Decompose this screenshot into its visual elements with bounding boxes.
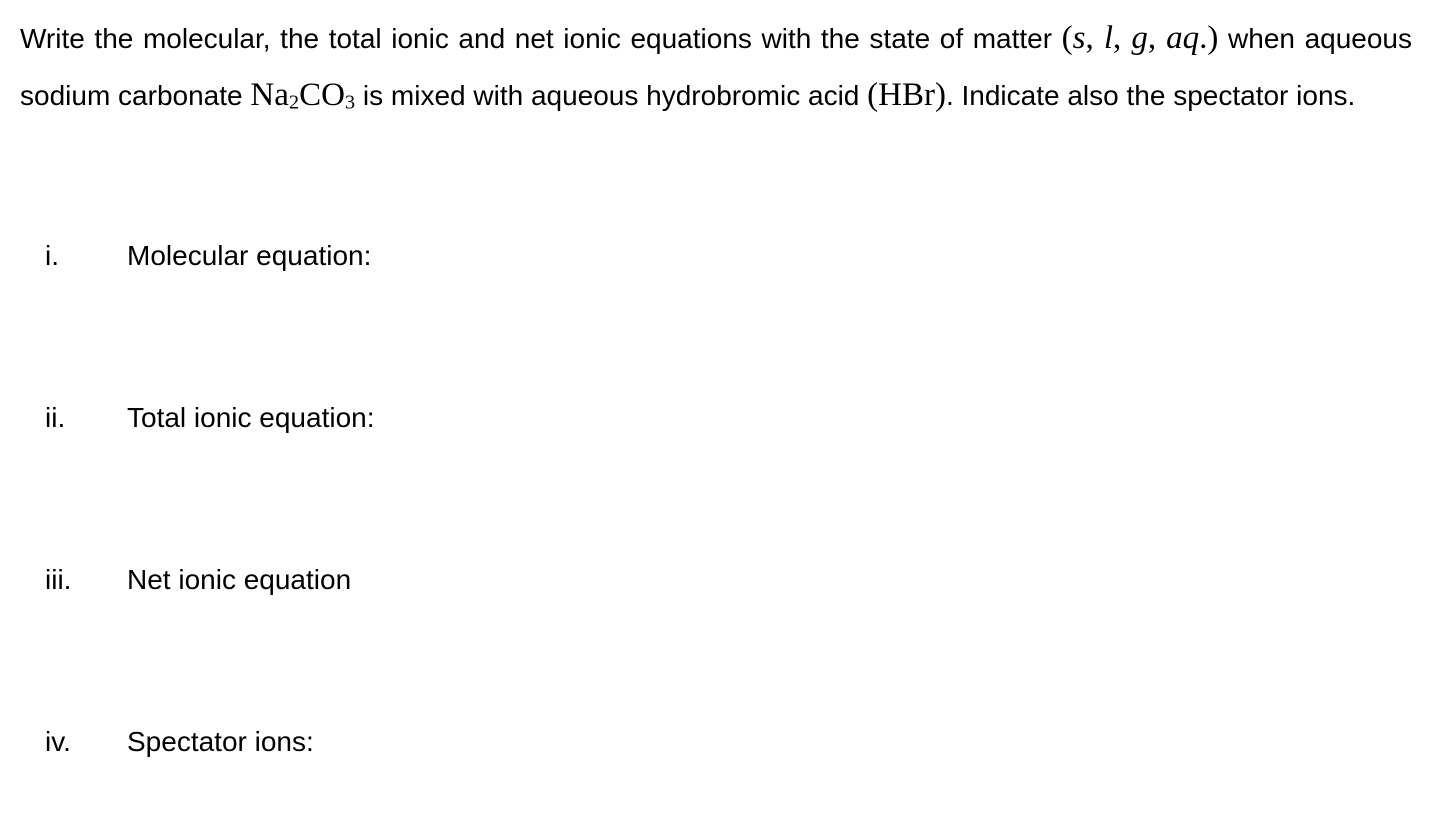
part-i	[0, 236, 1437, 276]
state-gas: g	[1131, 20, 1148, 56]
part-label-molecular-equation: Molecular equation:	[127, 240, 372, 271]
part-number: ii.	[45, 402, 66, 433]
part-iv	[0, 722, 1437, 762]
question-intro: Write the molecular, the total ionic and net ionic equations with the state of matter	[20, 23, 1062, 54]
part-number: i.	[45, 240, 59, 271]
separator: ,	[1113, 20, 1132, 56]
hbr-formula: (HBr)	[867, 77, 946, 113]
sodium-carbonate-formula	[250, 77, 355, 113]
part-iii	[0, 560, 1437, 600]
paren-open: (	[1061, 20, 1073, 56]
question-middle: when aqueous sodium carbonate	[20, 23, 1413, 111]
part-number: iv.	[45, 726, 71, 757]
state-of-matter-list	[1062, 20, 1219, 56]
question-acid-text: is mixed with aqueous hydrobromic acid	[355, 80, 868, 111]
part-number: iii.	[45, 564, 72, 595]
formula-co-subscript: 3	[344, 91, 356, 114]
formula-na-subscript: 2	[288, 91, 300, 114]
part-label-spectator-ions: Spectator ions:	[127, 726, 314, 757]
paren-close: .)	[1199, 20, 1219, 56]
part-ii	[0, 398, 1437, 438]
separator: ,	[1085, 20, 1104, 56]
formula-na: Na	[250, 77, 289, 113]
formula-co: CO	[299, 77, 345, 113]
state-solid: s	[1072, 20, 1086, 56]
question-end: . Indicate also the spectator ions.	[945, 80, 1356, 111]
question-text	[20, 10, 1412, 124]
state-aqueous: aq	[1166, 20, 1200, 56]
state-liquid: l	[1103, 20, 1114, 56]
separator: ,	[1147, 20, 1167, 56]
part-label-net-ionic-equation: Net ionic equation	[127, 564, 352, 595]
part-label-total-ionic-equation: Total ionic equation:	[127, 402, 375, 433]
